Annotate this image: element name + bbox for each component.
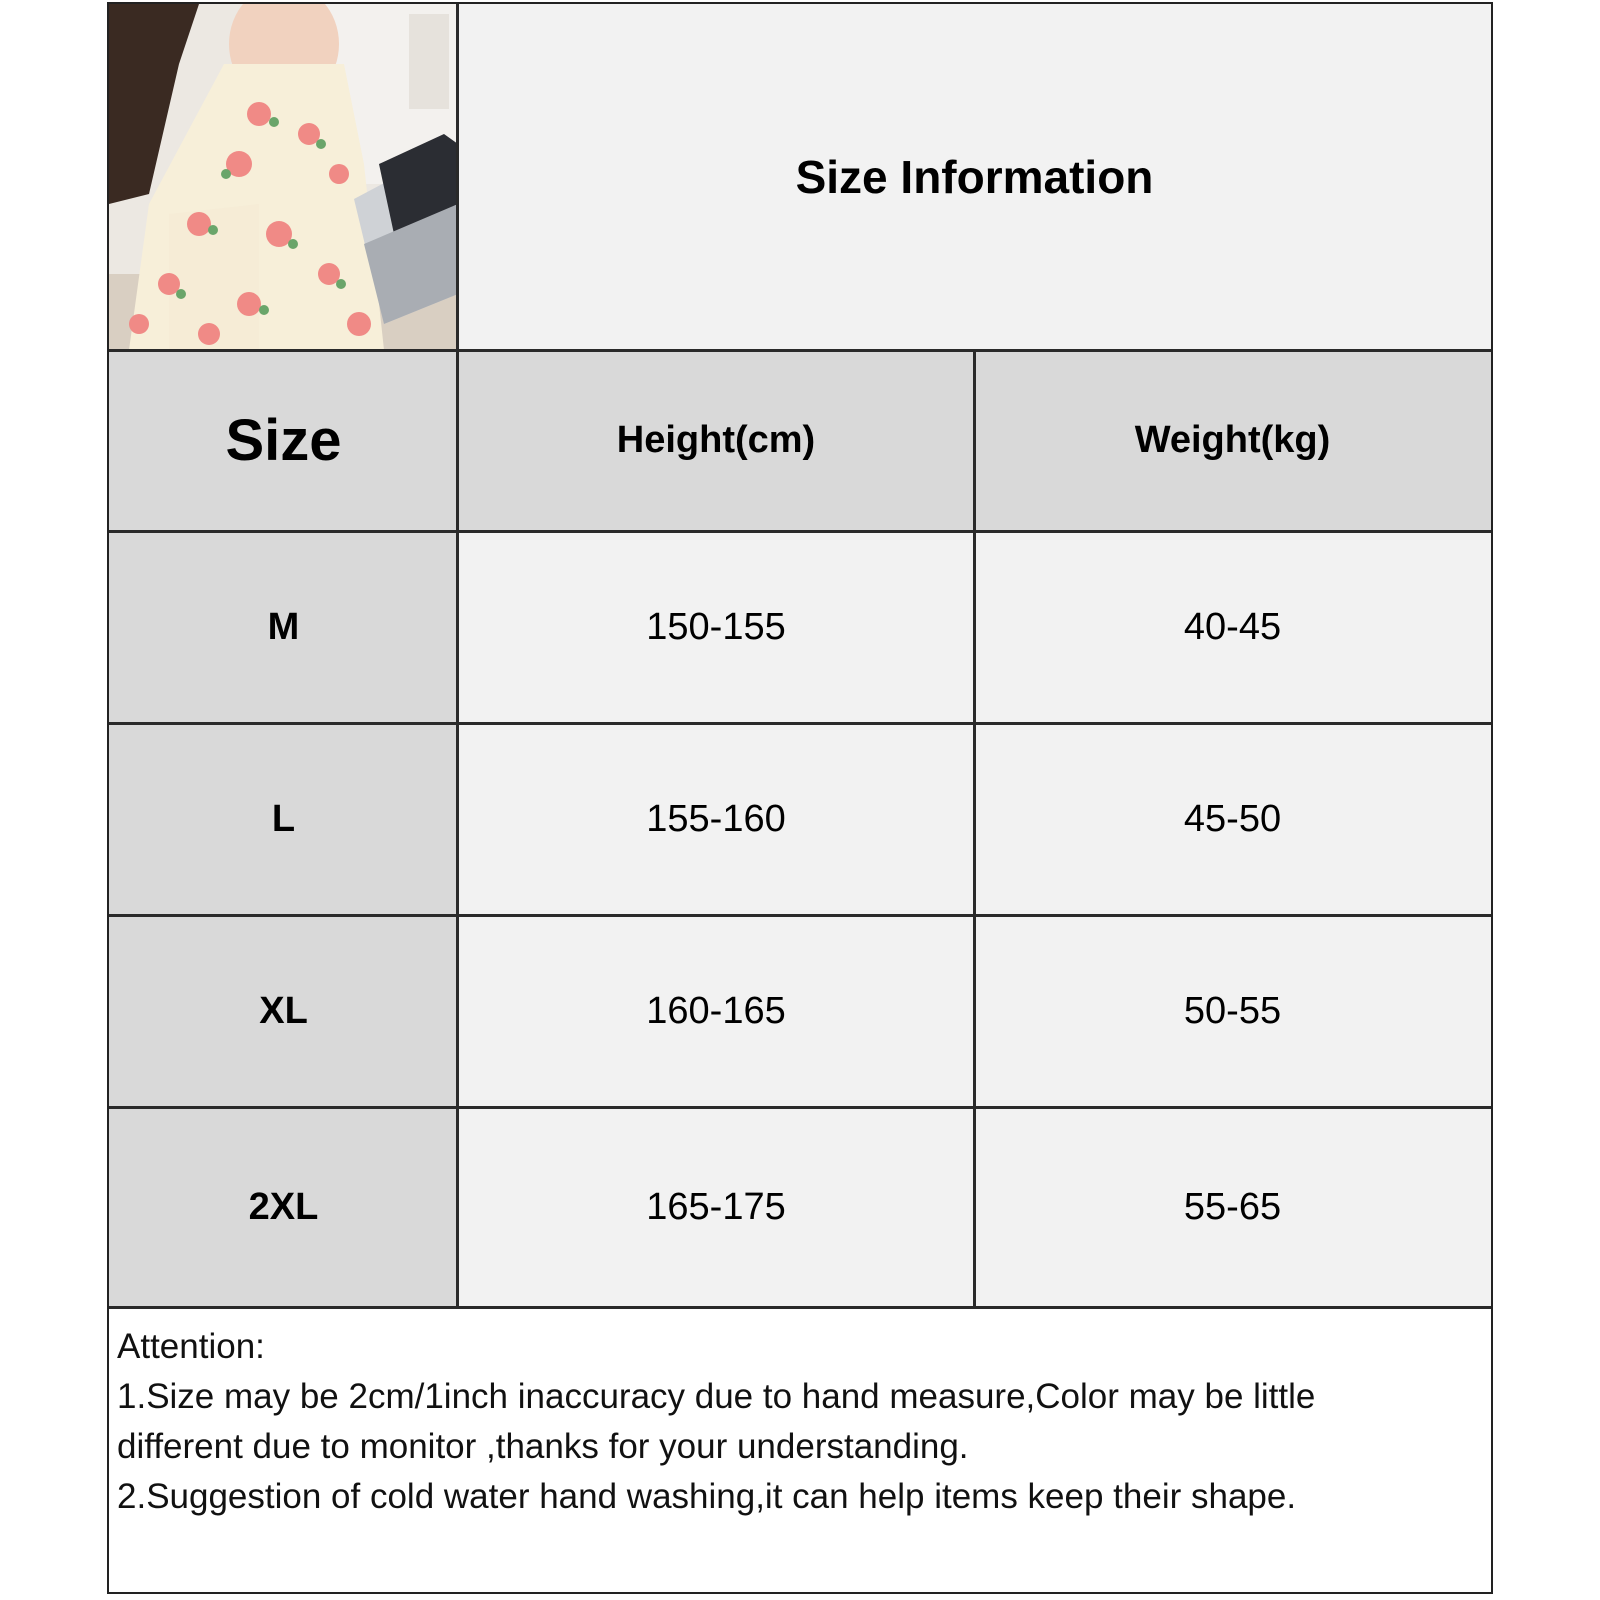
page-title: Size Information [458,4,1491,350]
divider [109,722,1491,725]
size-cell: 2XL [109,1107,458,1307]
notes-heading: Attention: [117,1327,265,1366]
divider [456,4,459,1309]
weight-cell: 50-55 [974,915,1491,1107]
divider [109,1106,1491,1109]
weight-cell: 45-50 [974,723,1491,915]
weight-cell: 40-45 [974,531,1491,723]
height-cell: 165-175 [458,1107,974,1307]
header-height: Height(cm) [458,350,974,531]
attention-notes [117,1322,1477,1522]
floral-pajama-photo-icon [109,4,458,350]
header-size: Size [109,350,458,531]
notes-line: 1.Size may be 2cm/1inch inaccuracy due to hand measure,Color may be little [117,1377,1316,1416]
divider [109,530,1491,533]
divider [109,914,1491,917]
size-chart [107,2,1493,1594]
divider [973,350,976,1309]
weight-cell: 55-65 [974,1107,1491,1307]
product-photo [109,4,458,350]
header-weight: Weight(kg) [974,350,1491,531]
divider [109,1306,1491,1309]
notes-line: different due to monitor ,thanks for your understanding. [117,1427,969,1466]
height-cell: 150-155 [458,531,974,723]
size-cell: M [109,531,458,723]
notes-line: 2.Suggestion of cold water hand washing,it can help items keep their shape. [117,1477,1297,1516]
size-cell: XL [109,915,458,1107]
divider [109,349,1491,352]
height-cell: 160-165 [458,915,974,1107]
size-cell: L [109,723,458,915]
height-cell: 155-160 [458,723,974,915]
